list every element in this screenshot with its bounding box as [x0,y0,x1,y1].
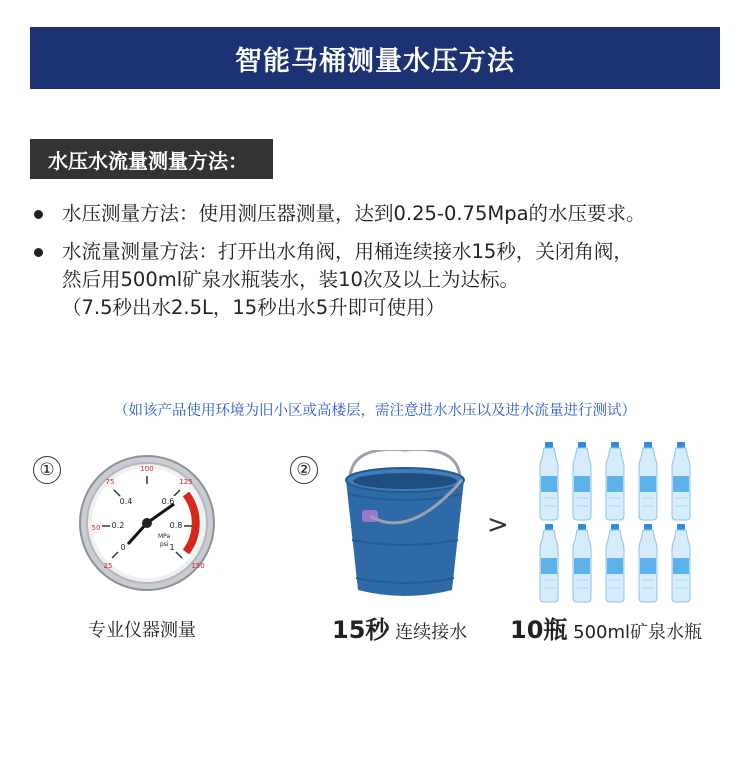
notice-text: （如该产品使用环境为旧小区或高楼层，需注意进水水压以及进水流量进行测试） [114,403,636,419]
step-number-2: ② [290,456,318,484]
gauge-psi-tick: 125 [179,478,193,486]
section-heading [30,139,273,179]
list-item-text: 然后用500ml矿泉水瓶装水，装10次及以上为达标。 [62,268,519,291]
pressure-gauge-icon [78,454,216,592]
gauge-psi-tick: 25 [103,562,113,570]
gauge-tick: 0.8 [169,521,183,530]
list-item-text: 水压测量方法：使用测压器测量，达到0.25-0.75Mpa的水压要求。 [62,202,646,225]
gauge-psi-tick: 150 [191,562,205,570]
bucket-caption-time: 15秒 [332,616,390,644]
gauge-tick: 0.6 [161,497,175,506]
gauge-unit: psi [160,541,169,548]
list-item-text: （7.5秒出水2.5L，15秒出水5升即可使用） [62,296,446,319]
gauge-psi-tick: 50 [91,524,101,532]
method-list [30,200,730,332]
bottles-caption [510,610,702,645]
gauge-tick: 0 [120,543,126,552]
section-heading-text: 水压水流量测量方法： [48,148,248,173]
bucket-caption [332,610,467,645]
gauge-caption: 专业仪器测量 [88,620,196,641]
list-item [30,200,730,228]
list-item-text: 水流量测量方法：打开出水角阀，用桶连续接水15秒，关闭角阀， [62,240,633,263]
bullet-icon [34,210,43,219]
bullet-icon [34,248,43,257]
gauge-psi-tick: 75 [105,478,115,486]
step-number-1: ① [33,456,61,484]
gauge-tick: 0.4 [119,497,133,506]
bottles-caption-count: 10瓶 [510,616,568,644]
bottles-caption-text: 500ml矿泉水瓶 [573,622,703,643]
greater-than-symbol: > [487,510,509,540]
page-title-banner [30,27,720,89]
bucket-caption-text: 连续接水 [395,622,468,643]
list-item [30,238,730,322]
gauge-unit: MPa [158,533,171,540]
page-title: 智能马桶测量水压方法 [235,45,515,77]
water-bottles-icon [532,440,702,605]
bucket-icon [340,450,470,600]
gauge-tick: 1 [169,543,175,552]
gauge-tick: 0.2 [111,521,125,530]
gauge-psi-tick: 100 [140,465,154,473]
